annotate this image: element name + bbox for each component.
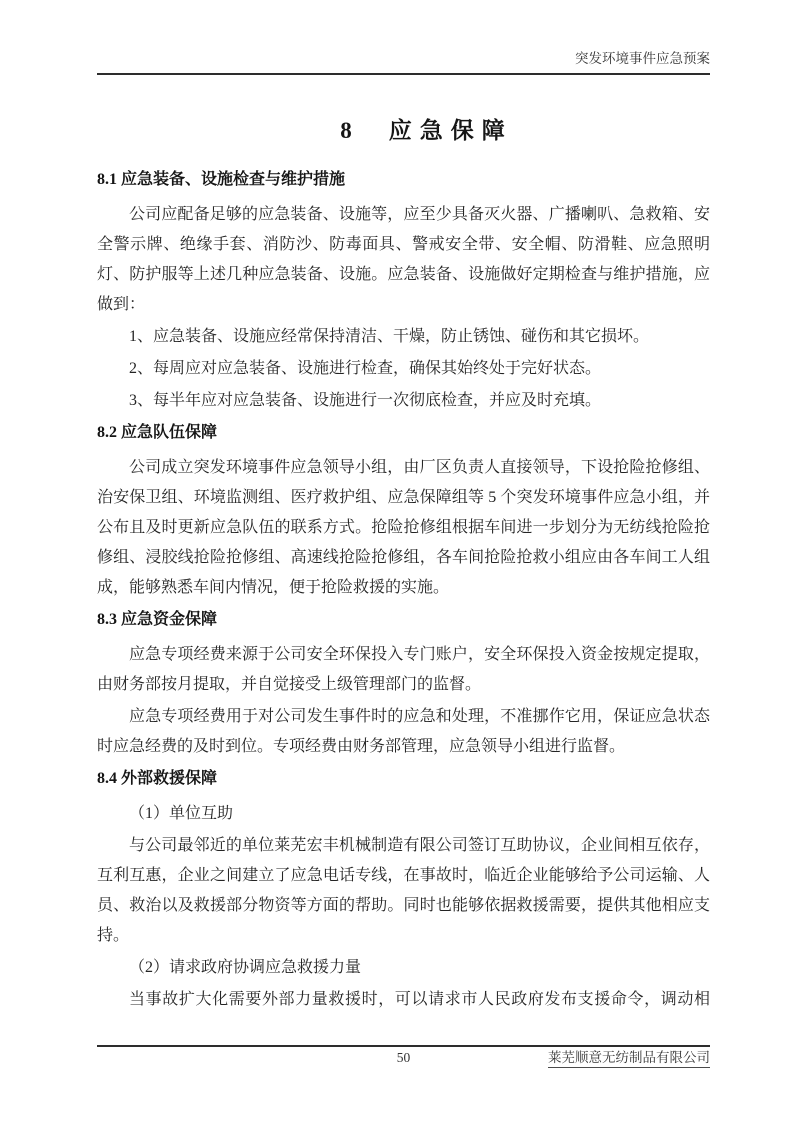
list-item: 3、每半年应对应急装备、设施进行一次彻底检查，并应及时充填。: [129, 392, 602, 409]
paragraph: 应急专项经费用于对公司发生事件时的应急和处理，不准挪作它用，保证应急状态时应急经费的及时到位。专项经费由财务部管理，应急领导小组进行监督。: [97, 708, 710, 755]
paragraph: 应急专项经费来源于公司安全环保投入专门账户，安全环保投入资金按规定提取，由财务部按月提取，并自觉接受上级管理部门的监督。: [97, 646, 710, 693]
header-doc-title: 突发环境事件应急预案: [575, 51, 710, 66]
chapter-number: 8: [340, 118, 352, 143]
footer-row: [97, 1047, 710, 1071]
section-heading: 8.3 应急资金保障: [97, 611, 218, 628]
section-emergency-funds: [97, 608, 710, 762]
chapter-name: 应急保障: [388, 118, 513, 143]
page-footer: [97, 1045, 710, 1071]
list-item: 2、每周应对应急装备、设施进行检查，确保其始终处于完好状态。: [129, 360, 602, 377]
paragraph: 公司成立突发环境事件应急领导小组，由厂区负责人直接领导，下设抢险抢修组、治安保卫组、环境监测组、医疗救护组、应急保障组等 5 个突发环境事件应急小组，并公布且及时更新应急队伍的联系方式。抢险抢修组根据车间进一步划分为无纺线抢险抢修组、浸胶线抢险抢修组、高速线抢险抢修组，各车间抢险抢救小组应由各车间工人组成，能够熟悉车间内情况，便于抢险救援的实施。: [97, 459, 710, 596]
section-equipment-maintenance: [97, 168, 710, 416]
paragraph-continued: 当事故扩大化需要外部力量救援时，可以请求市人民政府发布支援命令，调动相: [129, 991, 710, 1008]
page-header: [97, 0, 710, 75]
sub-heading: （2）请求政府协调应急救援力量: [129, 959, 362, 976]
chapter-title: [120, 115, 733, 147]
footer-company-name: 莱芜顺意无纺制品有限公司: [548, 1049, 710, 1068]
section-heading: 8.4 外部救援保障: [97, 770, 218, 787]
section-heading: 8.2 应急队伍保障: [97, 424, 218, 441]
section-heading: 8.1 应急装备、设施检查与维护措施: [97, 171, 346, 188]
paragraph: 与公司最邻近的单位莱芜宏丰机械制造有限公司签订互助协议，企业间相互依存，互利互惠，企业之间建立了应急电话专线，在事故时，临近企业能够给予公司运输、人员、救治以及救援部分物资等方面的帮助。同时也能够依据救援需要，提供其他相应支持。: [97, 837, 710, 944]
sub-heading: （1）单位互助: [129, 805, 234, 822]
section-emergency-team: [97, 421, 710, 603]
page-number: 50: [396, 1050, 411, 1065]
section-external-rescue: [97, 767, 710, 1015]
list-item: 1、应急装备、设施应经常保持清洁、干燥，防止锈蚀、碰伤和其它损坏。: [129, 328, 650, 345]
paragraph: 公司应配备足够的应急装备、设施等，应至少具备灭火器、广播喇叭、急救箱、安全警示牌、绝缘手套、消防沙、防毒面具、警戒安全带、安全帽、防滑鞋、应急照明灯、防护服等上述几种应急装备、设施。应急装备、设施做好定期检查与维护措施，应做到：: [97, 206, 710, 313]
